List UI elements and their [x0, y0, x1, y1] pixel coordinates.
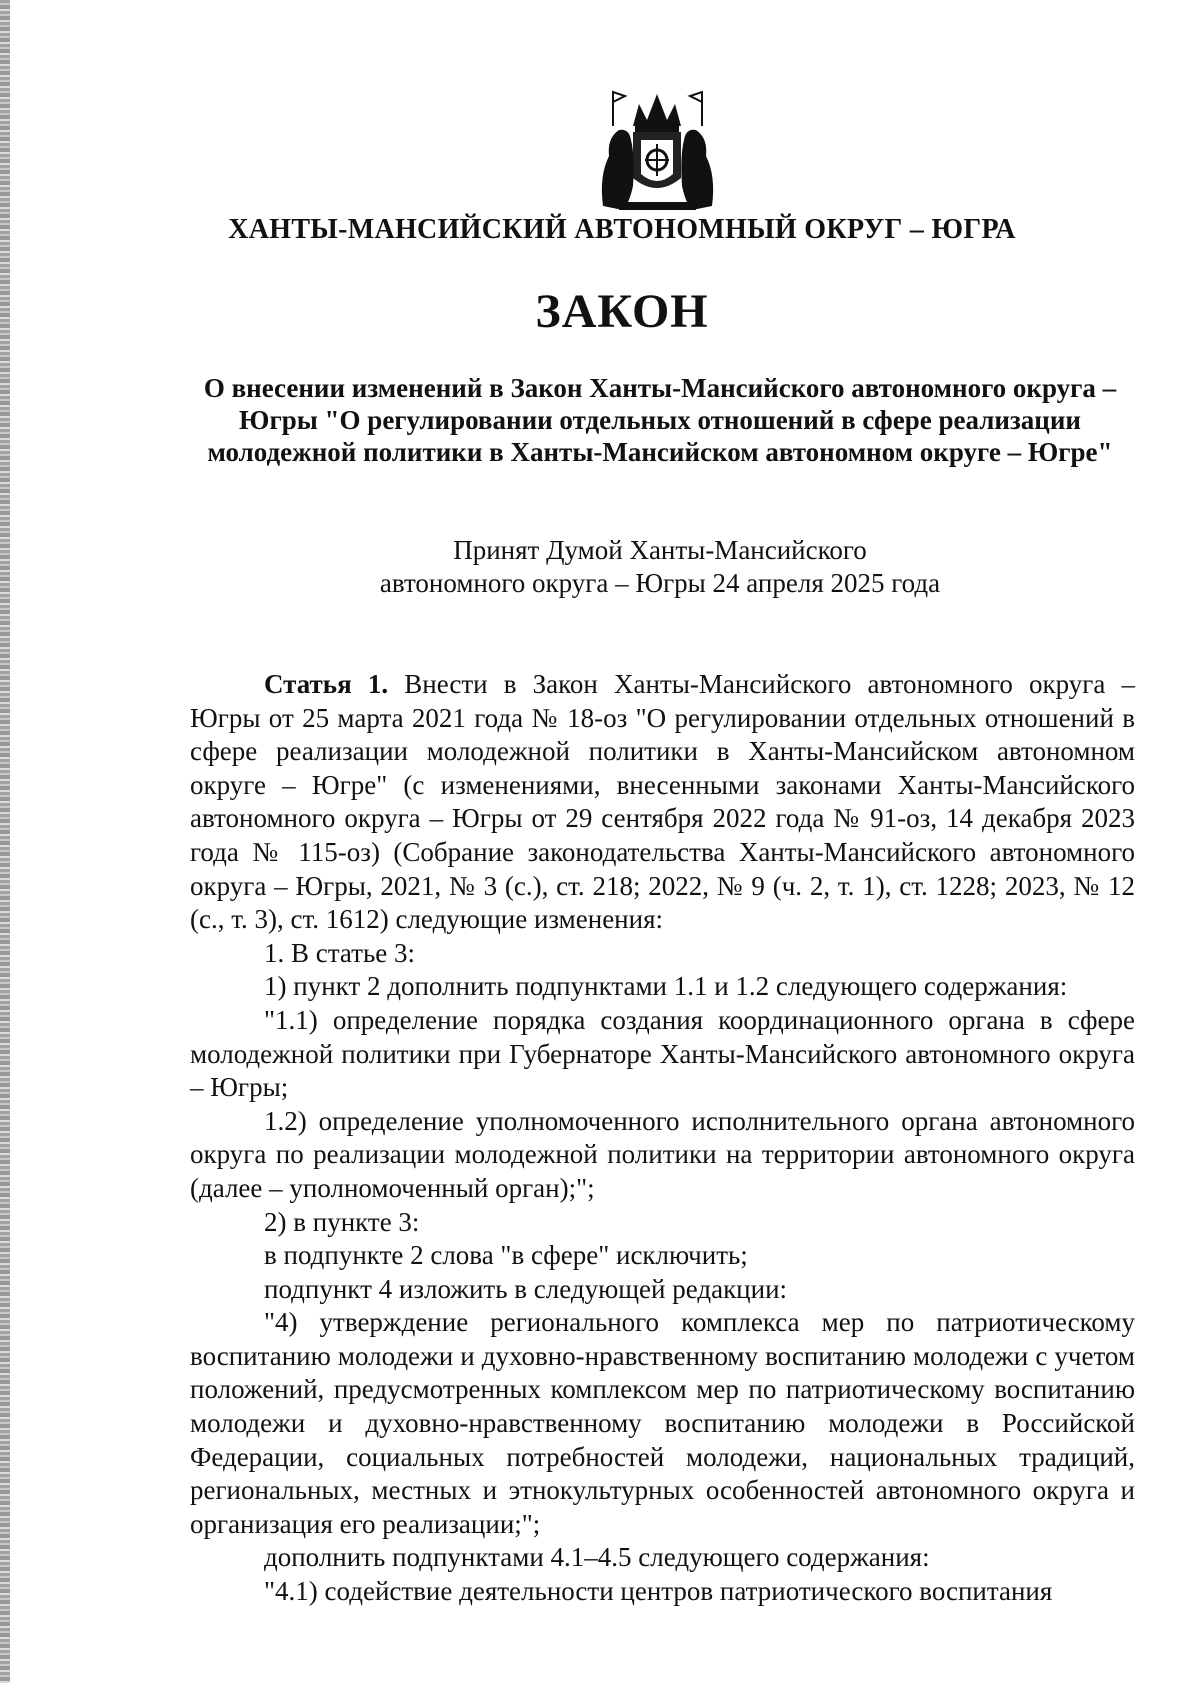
adoption-line-2: автономного округа – Югры 24 апреля 2025 года	[379, 568, 941, 598]
body-paragraph: "4.1) содействие деятельности центров патриотического воспитания	[264, 1576, 1053, 1607]
body-paragraph: "4) утверждение регионального комплекса мер по патриотическому воспитанию молодежи и духовно-нравственному воспитанию молодежи с учетом положений, предусмотренных комплексом мер по патриотическому воспитанию молодежи и духовно-нравственному воспитанию молодежи в Российской Федерации, социальных потребностей молодежи, национальных традиций, региональных, местных и этнокультурных особенностей автономного округа и организация его реализации;";	[190, 1307, 1135, 1539]
body-paragraph: подпункт 4 изложить в следующей редакции:	[264, 1273, 788, 1304]
article-1-heading: Статья 1.	[264, 669, 389, 699]
article-1-text: Внести в Закон Ханты-Мансийского автономного округа – Югры от 25 марта 2021 года № 18-оз "О регулировании отдельных отношений в сфере реализации молодежной политики в Ханты-Мансийском автономном округе – Югре" (с изменениями, внесенными законами Ханты-Мансийского автономного округа – Югры от 29 сентября 2022 года № 91-оз, 14 декабря 2023 года № 115-оз) (Собрание законодательства Ханты-Мансийского автономного округа – Югры, 2021, № 3 (с.), ст. 218; 2022, № 9 (ч. 2, т. 1), ст. 1228; 2023, № 12 (с., т. 3), ст. 1612) следующие изменения:	[190, 669, 1135, 935]
body-paragraph: 1) пункт 2 дополнить подпунктами 1.1 и 1.2 следующего содержания:	[264, 971, 1068, 1002]
body-paragraph: 1.2) определение уполномоченного исполнительного органа автономного округа по реализации молодежной политики на территории автономного округа (далее – уполномоченный орган);";	[190, 1105, 1135, 1203]
region-heading: ХАНТЫ-МАНСИЙСКИЙ АВТОНОМНЫЙ ОКРУГ – ЮГРА	[228, 214, 1016, 245]
law-body	[190, 668, 1135, 1609]
article-1-paragraph	[190, 668, 1135, 937]
body-paragraph: 1. В статье 3:	[264, 937, 416, 968]
body-paragraph: дополнить подпунктами 4.1–4.5 следующего содержания:	[264, 1542, 930, 1573]
body-paragraph: в подпункте 2 слова "в сфере" исключить;	[264, 1240, 748, 1271]
scan-edge	[0, 0, 10, 1683]
adoption-line-1: Принят Думой Ханты-Мансийского	[453, 535, 867, 565]
coat-of-arms-icon	[595, 86, 720, 216]
adoption-note	[190, 534, 1130, 600]
law-subject-title: О внесении изменений в Закон Ханты-Мансийского автономного округа – Югры "О регулировании отдельных отношений в сфере реализации молодежной политики в Ханты-Мансийском автономном округе – Югре"	[203, 373, 1117, 467]
body-paragraph: 2) в пункте 3:	[264, 1206, 420, 1237]
document-type-heading: ЗАКОН	[535, 285, 709, 338]
body-paragraph: "1.1) определение порядка создания координационного органа в сфере молодежной политики при Губернаторе Ханты-Мансийского автономного округа – Югры;	[190, 1004, 1135, 1103]
